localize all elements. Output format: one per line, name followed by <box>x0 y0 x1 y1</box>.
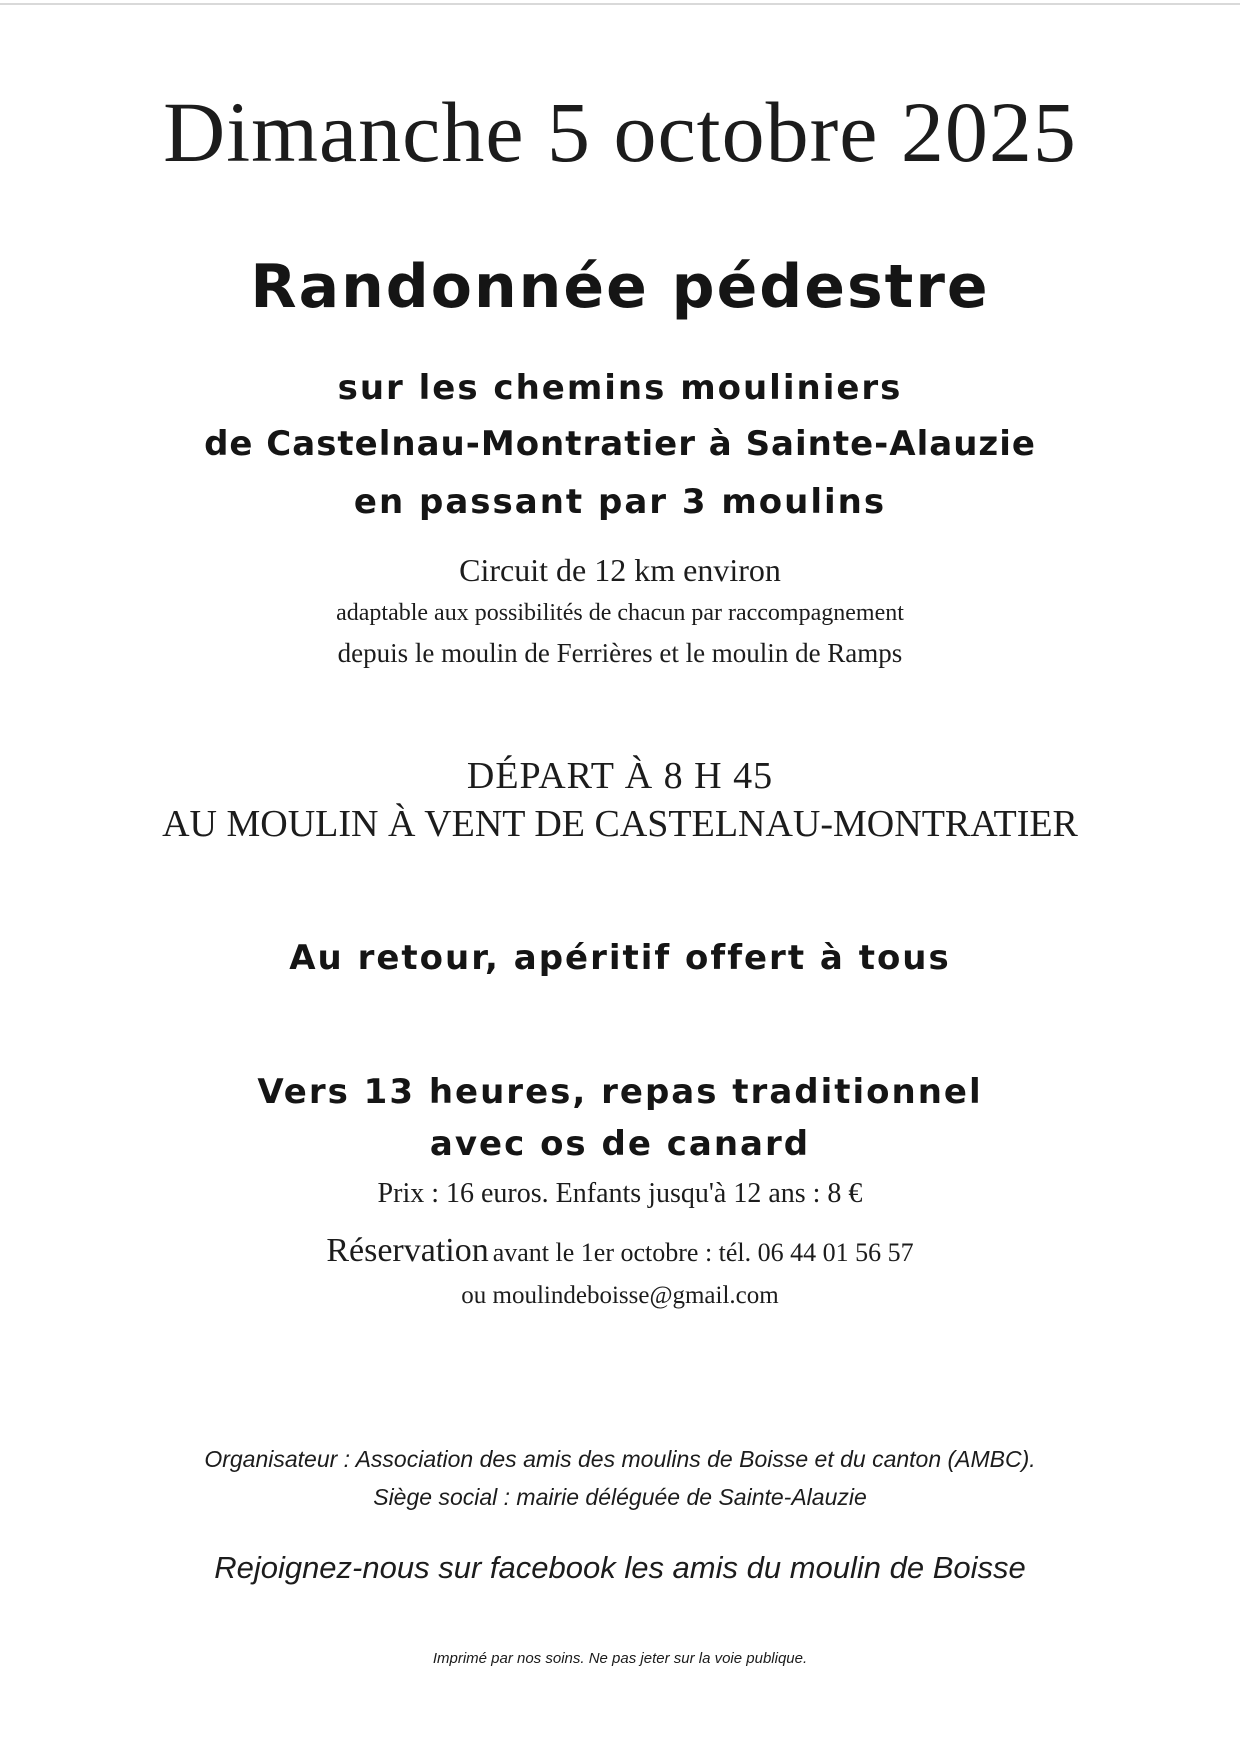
aperitif-note: Au retour, apéritif offert à tous <box>289 938 951 978</box>
circuit-length: Circuit de 12 km environ <box>459 552 781 588</box>
subtitle-line-1: sur les chemins mouliniers <box>337 368 903 408</box>
subtitle-line-3: en passant par 3 moulins <box>353 482 887 522</box>
circuit-note-2: depuis le moulin de Ferrières et le moulin de Ramps <box>337 638 903 668</box>
reservation-email: ou moulindeboisse@gmail.com <box>461 1282 779 1309</box>
departure-time: DÉPART À 8 H 45 <box>466 755 774 797</box>
reservation-label: Réservation <box>326 1232 489 1269</box>
organizer-line-2: Siège social : mairie déléguée de Sainte-Alauzie <box>373 1484 867 1510</box>
meal-line-2: avec os de canard <box>429 1124 811 1164</box>
event-date: Dimanche 5 octobre 2025 <box>163 84 1077 180</box>
meal-price: Prix : 16 euros. Enfants jusqu'à 12 ans : 8 € <box>377 1178 863 1209</box>
event-title: Randonnée pédestre <box>250 252 990 322</box>
reservation-line <box>0 1232 1240 1270</box>
subtitle-line-2: de Castelnau-Montratier à Sainte-Alauzie <box>204 424 1036 464</box>
facebook-invite: Rejoignez-nous sur facebook les amis du moulin de Boisse <box>214 1550 1026 1585</box>
circuit-note-1: adaptable aux possibilités de chacun par raccompagnement <box>336 600 904 626</box>
reservation-detail: avant le 1er octobre : tél. 06 44 01 56 57 <box>492 1238 914 1267</box>
print-notice: Imprimé par nos soins. Ne pas jeter sur la voie publique. <box>432 1650 808 1667</box>
meal-line-1: Vers 13 heures, repas traditionnel <box>257 1072 983 1112</box>
departure-place: AU MOULIN À VENT DE CASTELNAU-MONTRATIER <box>162 803 1078 845</box>
organizer-line-1: Organisateur : Association des amis des moulins de Boisse et du canton (AMBC). <box>204 1446 1036 1472</box>
scan-edge-line <box>0 3 1240 5</box>
